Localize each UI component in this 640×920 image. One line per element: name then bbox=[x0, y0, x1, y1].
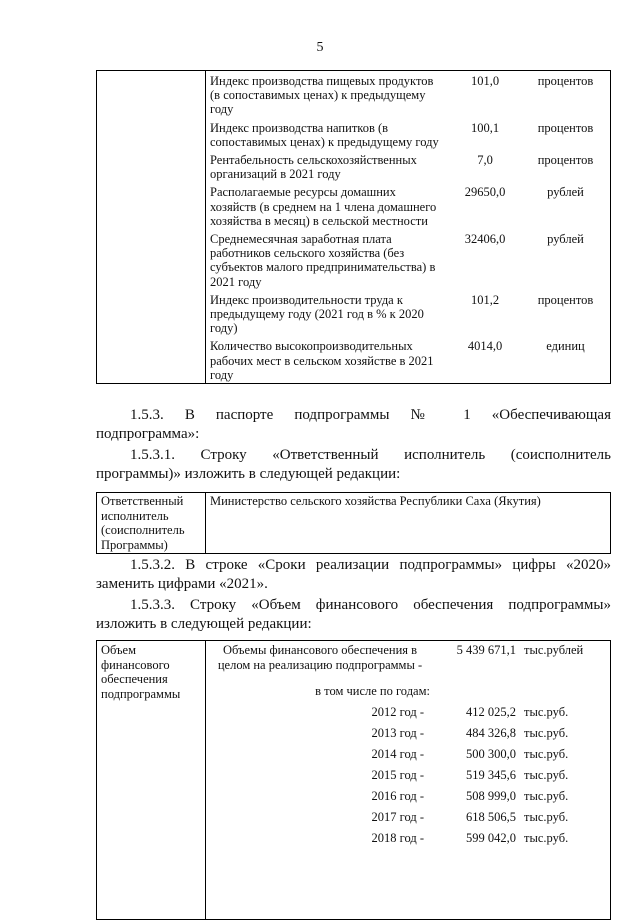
indicator-row bbox=[206, 229, 610, 290]
finance-year-row bbox=[210, 825, 606, 846]
page-number: 5 bbox=[316, 40, 324, 55]
finance-year-amount: 519 345,6 bbox=[466, 768, 516, 782]
indicator-row bbox=[206, 290, 610, 337]
finance-year-label: 2018 год - bbox=[371, 831, 424, 845]
exec-value-cell: Министерство сельского хозяйства Республики Саха (Якутия) bbox=[206, 493, 611, 554]
finance-year-row bbox=[210, 783, 606, 804]
indicator-unit: процентов bbox=[537, 74, 594, 88]
indicator-row bbox=[206, 118, 610, 150]
finance-year-amount: 618 506,5 bbox=[466, 810, 516, 824]
finance-year-label: 2012 год - bbox=[371, 705, 424, 719]
finance-total-text: Объемы финансового обеспечения в целом на реализацию подпрограммы - bbox=[217, 643, 423, 672]
paragraph-1-5-3-2 bbox=[96, 556, 611, 594]
paragraph-line: 1.5.3. В паспорте подпрограммы № 1 «Обеспечивающая bbox=[130, 407, 611, 423]
finance-year-amount: 484 326,8 bbox=[466, 726, 516, 740]
indicator-name: Индекс производства пищевых продуктов (в сопоставимых ценах) к предыдущему году bbox=[210, 74, 434, 117]
paragraph-line: заменить цифрами «2021». bbox=[96, 576, 268, 592]
finance-year-list bbox=[210, 699, 606, 846]
indicators-blank-cell bbox=[97, 71, 206, 384]
indicator-unit: процентов bbox=[537, 292, 594, 307]
finance-year-row bbox=[210, 699, 606, 720]
paragraph-line: 1.5.3.2. В строке «Сроки реализации подпрограммы» цифры «2020» bbox=[130, 557, 611, 573]
finance-year-unit: тыс.руб. bbox=[524, 789, 569, 803]
finance-value-cell bbox=[206, 641, 611, 920]
finance-by-years-label: в том числе по годам: bbox=[315, 684, 430, 698]
finance-total-row bbox=[210, 643, 606, 672]
finance-year-row bbox=[210, 720, 606, 741]
paragraph-line: 1.5.3.3. Строку «Объем финансового обеспечения подпрограммы» bbox=[130, 597, 611, 613]
indicator-value: 32406,0 bbox=[464, 232, 506, 247]
paragraph-line: программы)» изложить в следующей редакции: bbox=[96, 466, 401, 482]
indicators-table bbox=[96, 70, 611, 384]
indicator-name: Индекс производства напитков (в сопоставимых ценах) к предыдущему году bbox=[210, 120, 439, 149]
indicator-row bbox=[206, 71, 610, 118]
finance-year-amount: 412 025,2 bbox=[466, 705, 516, 719]
finance-year-unit: тыс.руб. bbox=[524, 810, 569, 824]
finance-year-label: 2016 год - bbox=[371, 789, 424, 803]
paragraph-line: изложить в следующей редакции: bbox=[96, 616, 312, 632]
indicator-row bbox=[206, 150, 610, 182]
paragraph-1-5-3-1 bbox=[96, 446, 611, 484]
indicator-name: Среднемесячная заработная плата работников сельского хозяйства (без субъектов малого предпринимательства) в 2021 году bbox=[210, 232, 436, 289]
indicator-value: 7,0 bbox=[477, 153, 493, 168]
indicator-unit: рублей bbox=[547, 185, 584, 200]
indicator-value: 101,0 bbox=[470, 74, 500, 88]
paragraph-1-5-3 bbox=[96, 406, 611, 444]
indicator-unit: рублей bbox=[547, 232, 584, 247]
indicator-value: 100,1 bbox=[470, 120, 500, 135]
paragraph-line: 1.5.3.1. Строку «Ответственный исполнитель (соисполнитель bbox=[130, 447, 611, 463]
indicator-value: 4014,0 bbox=[467, 339, 503, 354]
indicator-name: Количество высокопроизводительных рабочих мест в сельском хозяйстве в 2021 году bbox=[210, 339, 434, 382]
indicator-name: Индекс производительности труда к предыдущему году (2021 год в % к 2020 году) bbox=[210, 292, 424, 336]
finance-total-amount: 5 439 671,1 bbox=[456, 643, 516, 657]
finance-year-row bbox=[210, 741, 606, 762]
indicator-value: 29650,0 bbox=[464, 185, 506, 200]
indicator-name: Рентабельность сельскохозяйственных организаций в 2021 году bbox=[210, 153, 417, 182]
indicator-list bbox=[206, 71, 610, 383]
exec-table bbox=[96, 492, 611, 554]
paragraph-line: подпрограмма»: bbox=[96, 426, 200, 442]
finance-year-row bbox=[210, 804, 606, 825]
finance-year-unit: тыс.руб. bbox=[524, 726, 569, 740]
paragraph-1-5-3-3 bbox=[96, 596, 611, 634]
indicator-name: Располагаемые ресурсы домашних хозяйств (в среднем на 1 члена домашнего хозяйства в месяц) в сельской местности bbox=[210, 185, 437, 228]
finance-year-amount: 508 999,0 bbox=[466, 789, 516, 803]
finance-year-row bbox=[210, 762, 606, 783]
finance-year-label: 2014 год - bbox=[371, 747, 424, 761]
finance-year-unit: тыс.руб. bbox=[524, 747, 569, 761]
finance-table bbox=[96, 640, 611, 920]
indicator-unit: единиц bbox=[546, 339, 585, 354]
exec-label-cell: Ответственный исполнитель (соисполнитель Программы) bbox=[97, 493, 206, 554]
finance-year-unit: тыс.руб. bbox=[524, 831, 569, 845]
indicator-row bbox=[206, 336, 610, 383]
finance-year-label: 2015 год - bbox=[371, 768, 424, 782]
finance-label-cell: Объем финансового обеспечения подпрограммы bbox=[97, 641, 206, 920]
indicators-cell bbox=[206, 71, 611, 384]
indicator-unit: процентов bbox=[537, 153, 594, 168]
finance-total-unit: тыс.рублей bbox=[524, 643, 584, 657]
indicator-unit: процентов bbox=[537, 120, 594, 135]
finance-year-amount: 500 300,0 bbox=[466, 747, 516, 761]
finance-year-label: 2013 год - bbox=[371, 726, 424, 740]
finance-year-amount: 599 042,0 bbox=[466, 831, 516, 845]
finance-year-unit: тыс.руб. bbox=[524, 768, 569, 782]
finance-year-label: 2017 год - bbox=[371, 810, 424, 824]
indicator-value: 101,2 bbox=[470, 292, 500, 307]
indicator-row bbox=[206, 182, 610, 229]
finance-year-unit: тыс.руб. bbox=[524, 705, 569, 719]
